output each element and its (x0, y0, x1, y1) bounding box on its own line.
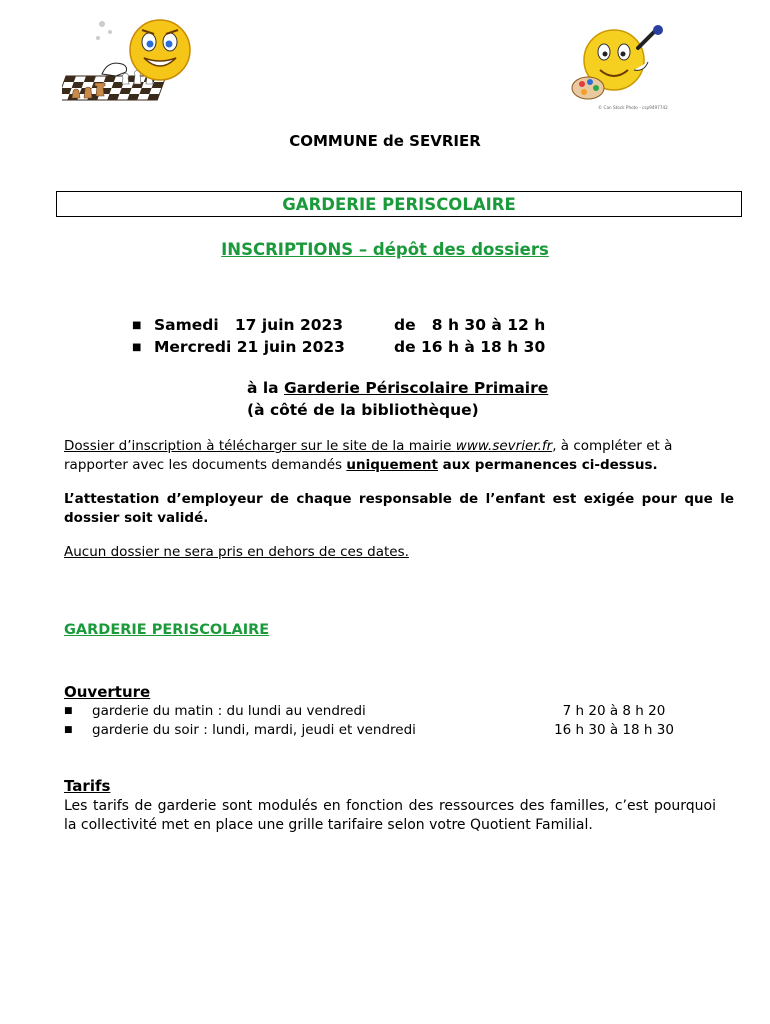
location-note: (à côté de la bibliothèque) (247, 401, 479, 419)
ouverture-heading: Ouverture (64, 683, 151, 701)
schedule-day: Mercredi 21 juin 2023 (154, 338, 345, 356)
page-title: GARDERIE PERISCOLAIRE (282, 195, 516, 214)
dossier-paragraph: Dossier d’inscription à télécharger sur le site de la mairie www.sevrier.fr, à compléter et à rapporter avec les documents demandés uniquement aux permanences ci-dessus. (64, 438, 677, 473)
stock-photo-caption: © Can Stock Photo - csp9497742 (598, 105, 668, 110)
mairie-website-link[interactable]: www.sevrier.fr (455, 438, 553, 454)
ouverture-row (64, 703, 684, 723)
tarifs-paragraph: Les tarifs de garderie sont modulés en fonction des ressources des familles, c’est pourquoi la collectivité met en place une grille tarifaire selon votre Quotient Familial. (64, 798, 716, 833)
chess-smiley-logo (62, 14, 202, 110)
ouverture-label: garderie du soir : lundi, mardi, jeudi et vendredi (92, 722, 416, 738)
aucun-dossier-note: Aucun dossier ne sera pris en dehors de ces dates. (64, 544, 409, 560)
painter-smiley-logo (568, 22, 680, 112)
subtitle: INSCRIPTIONS – dépôt des dossiers (221, 240, 549, 259)
location-block (247, 377, 548, 421)
location-line: à la Garderie Périscolaire Primaire (247, 379, 549, 397)
schedule-day: Samedi 17 juin 2023 (154, 316, 344, 334)
location-name: Garderie Périscolaire Primaire (284, 379, 549, 397)
square-bullet-icon: ■ (132, 342, 142, 353)
tarifs-heading: Tarifs (64, 777, 111, 795)
ouverture-time: 16 h 30 à 18 h 30 (554, 722, 674, 738)
section-title: GARDERIE PERISCOLAIRE (64, 622, 270, 638)
ouverture-time: 7 h 20 à 8 h 20 (562, 703, 666, 719)
page-title-box (56, 191, 742, 217)
square-bullet-icon: ■ (132, 320, 142, 331)
attestation-paragraph: L’attestation d’employeur de chaque responsable de l’enfant est exigée pour que le dossier soit validé. (64, 491, 734, 526)
schedule-time: de 8 h 30 à 12 h (394, 316, 546, 334)
square-bullet-icon: ■ (64, 725, 73, 735)
ouverture-label: garderie du matin : du lundi au vendredi (92, 703, 366, 719)
square-bullet-icon: ■ (64, 706, 73, 716)
ouverture-row (64, 722, 684, 742)
schedule-time: de 16 h à 18 h 30 (394, 338, 546, 356)
commune-title: COMMUNE de SEVRIER (289, 132, 481, 150)
